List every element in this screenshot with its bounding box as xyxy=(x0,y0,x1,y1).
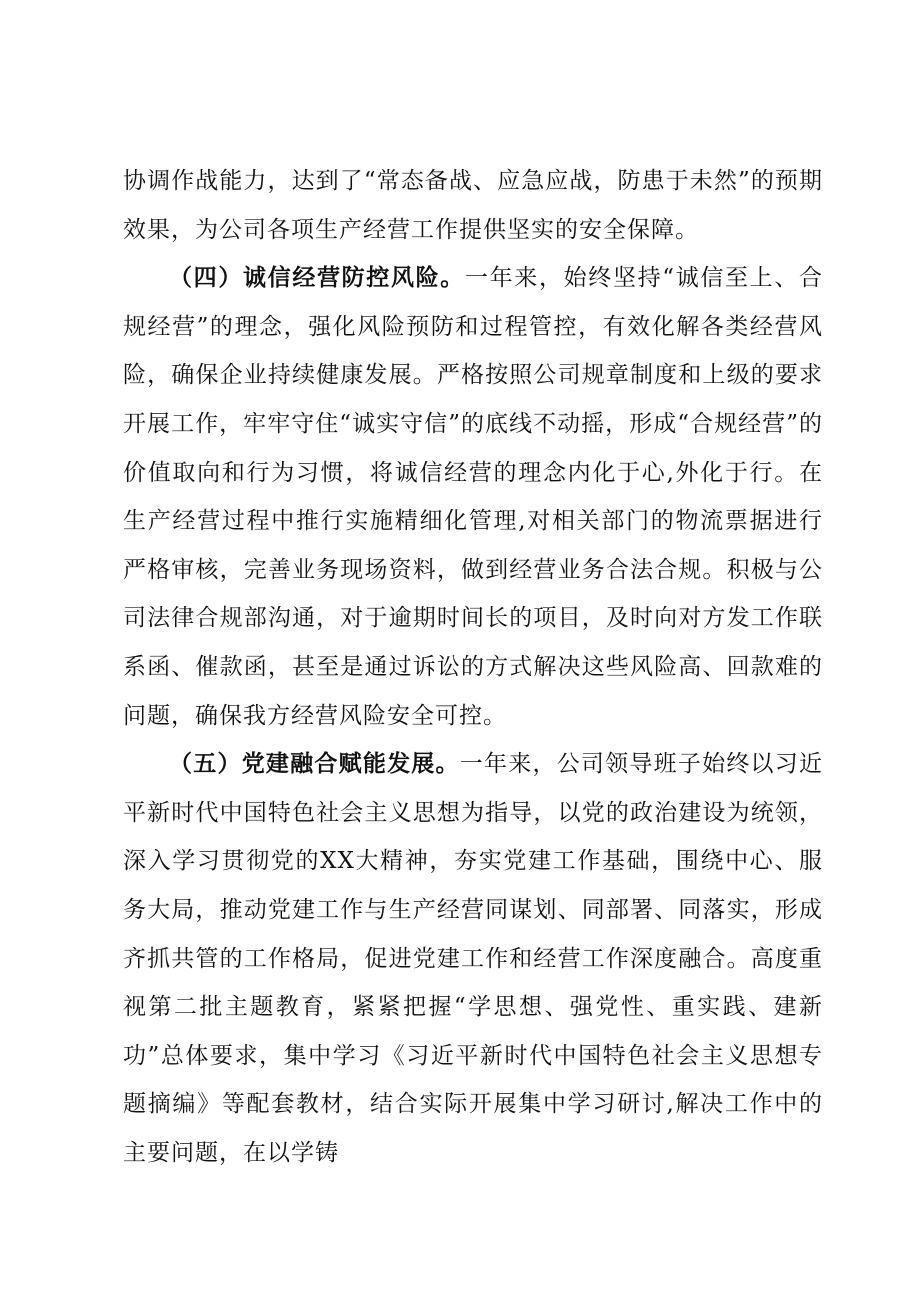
paragraph-body: 一年来，始终坚持“诚信至上、合规经营”的理念，强化风险预防和过程管控，有效化解各类经营风险，确保企业持续健康发展。严格按照公司规章制度和上级的要求开展工作，牢牢守住“诚实守信”的底线不动摇，形成“合规经营”的价值取向和行为习惯，将诚信经营的理念内化于心,外化于行。在生产经营过程中推行实施精细化管理,对相关部门的物流票据进行严格审核，完善业务现场资料，做到经营业务合法合规。积极与公司法律合规部沟通，对于逾期时间长的项目，及时向对方发工作联系函、催款函，甚至是通过诉讼的方式解决这些风险高、回款难的问题，确保我方经营风险安全可控。 xyxy=(123,265,824,729)
paragraph-body: 协调作战能力，达到了“常态备战、应急应战，防患于未然”的预期效果，为公司各项生产经营工作提供坚实的安全保障。 xyxy=(123,168,823,243)
document-body xyxy=(123,157,823,1177)
section-heading: （五）党建融合赋能发展。 xyxy=(169,751,460,778)
paragraph-body: 一年来，公司领导班子始终以习近平新时代中国特色社会主义思想为指导，以党的政治建设为统领，深入学习贯彻党的XX大精神，夯实党建工作基础，围绕中心、服务大局，推动党建工作与生产经营同谋划、同部署、同落实，形成齐抓共管的工作格局，促进党建工作和经营工作深度融合。高度重视第二批主题教育，紧紧把握“学思想、强党性、重实践、建新功”总体要求，集中学习《习近平新时代中国特色社会主义思想专题摘编》等配套教材，结合实际开展集中学习研讨,解决工作中的主要问题，在以学铸 xyxy=(123,751,824,1166)
section-heading: （四）诚信经营防控风险。 xyxy=(169,265,465,292)
paragraph-continuation xyxy=(123,157,823,254)
paragraph-section-4 xyxy=(123,254,823,740)
paragraph-section-5 xyxy=(123,740,823,1177)
